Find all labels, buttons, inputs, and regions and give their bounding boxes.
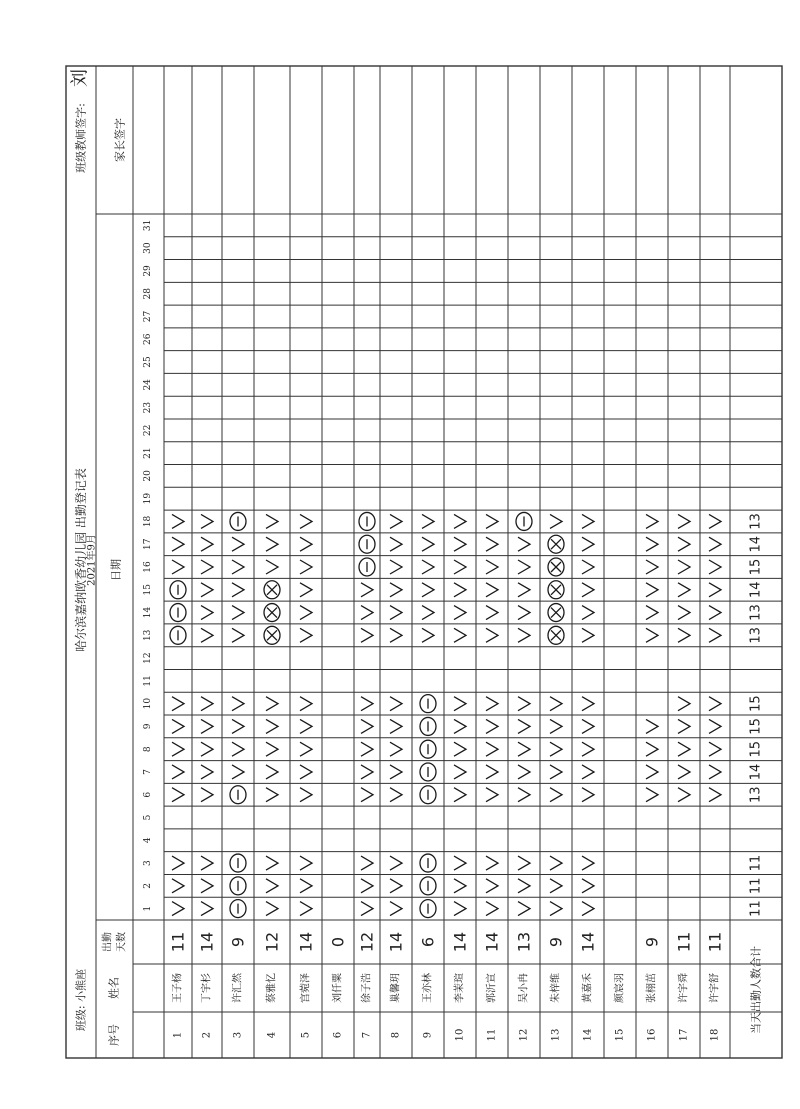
day-number-19: 19 <box>143 492 153 505</box>
daily-total: 14 <box>748 581 764 599</box>
day-number-20: 20 <box>143 470 153 482</box>
parent-sign-header: 家长签字 <box>113 118 127 162</box>
student-seq: 13 <box>550 1028 562 1042</box>
student-seq: 4 <box>266 1031 278 1039</box>
student-name: 郭沂宣 <box>486 973 498 1003</box>
student-seq: 5 <box>300 1031 312 1039</box>
student-name: 颜宸羽 <box>614 973 626 1003</box>
student-days-count: 11 <box>674 931 694 953</box>
student-days-count: 9 <box>642 936 662 948</box>
student-seq: 7 <box>361 1031 373 1039</box>
student-days-count: 12 <box>357 931 377 953</box>
student-days-count: 12 <box>262 931 282 953</box>
student-days-count: 6 <box>418 936 438 948</box>
daily-total: 14 <box>748 535 764 553</box>
daily-total: 14 <box>748 763 764 781</box>
daily-total: 15 <box>748 558 764 576</box>
student-seq: 12 <box>518 1028 530 1042</box>
teacher-sign-label: 班级教师签字: <box>74 103 88 173</box>
student-days-count: 0 <box>328 936 348 948</box>
student-seq: 17 <box>678 1028 690 1042</box>
student-days-count: 14 <box>578 931 598 953</box>
day-number-1: 1 <box>143 905 153 912</box>
student-name: 王亦林 <box>422 973 434 1003</box>
daily-total: 15 <box>748 695 764 712</box>
student-days-count: 13 <box>514 931 534 953</box>
student-seq: 6 <box>332 1031 344 1039</box>
day-number-30: 30 <box>143 242 153 254</box>
day-number-7: 7 <box>143 769 153 775</box>
day-number-23: 23 <box>143 401 153 414</box>
seq-header: 序号 <box>107 1024 121 1046</box>
student-name: 许宇舒 <box>709 973 721 1003</box>
student-seq: 10 <box>454 1028 466 1042</box>
student-seq: 14 <box>582 1028 594 1042</box>
student-days-count: 14 <box>450 931 470 953</box>
daily-total: 15 <box>748 740 764 758</box>
student-name: 许宇舜 <box>678 973 690 1003</box>
student-days-count: 11 <box>168 931 188 953</box>
student-days-count: 14 <box>296 931 316 953</box>
student-name: 李茉瑄 <box>454 973 466 1003</box>
student-seq: 3 <box>232 1031 244 1039</box>
day-number-26: 26 <box>143 333 153 345</box>
day-number-29: 29 <box>143 265 153 277</box>
day-number-15: 15 <box>143 584 153 596</box>
student-name: 王子杨 <box>172 973 184 1003</box>
student-name: 丁宇杉 <box>201 973 213 1003</box>
student-days-count: 11 <box>705 931 725 953</box>
student-name: 吴小冉 <box>518 973 530 1003</box>
student-seq: 18 <box>709 1028 721 1042</box>
day-number-21: 21 <box>143 447 153 459</box>
days-header-1: 出勤 <box>102 932 114 952</box>
student-seq: 9 <box>422 1031 434 1039</box>
student-seq: 2 <box>201 1031 213 1039</box>
sheet-title: 哈尔滨嘉纳欧香幼儿园 出勤登记表 <box>74 468 88 652</box>
day-number-6: 6 <box>143 791 153 798</box>
day-number-13: 13 <box>143 629 153 642</box>
total-header: 当天出勤人数合计 <box>749 946 763 1034</box>
student-days-count: 9 <box>228 936 248 948</box>
student-days-count: 14 <box>386 931 406 953</box>
date-header: 日期 <box>109 559 123 581</box>
student-name: 黄嘉禾 <box>582 973 594 1003</box>
days-header-2: 天数 <box>116 932 128 952</box>
daily-total: 13 <box>748 786 764 804</box>
day-number-5: 5 <box>143 814 153 821</box>
teacher-signature: 刘 <box>69 69 91 87</box>
day-number-3: 3 <box>143 860 153 866</box>
daily-total: 13 <box>748 604 764 621</box>
day-number-25: 25 <box>143 356 153 368</box>
day-number-11: 11 <box>143 675 153 687</box>
student-name: 朱梓维 <box>550 973 562 1003</box>
day-number-9: 9 <box>143 723 153 730</box>
daily-total: 15 <box>748 718 764 735</box>
student-seq: 15 <box>614 1028 626 1042</box>
student-days-count: 14 <box>197 931 217 953</box>
day-number-18: 18 <box>143 515 153 528</box>
student-name: 蔡雅忆 <box>266 973 278 1003</box>
student-days-count: 9 <box>546 936 566 948</box>
student-name: 许汇然 <box>232 973 244 1003</box>
daily-total: 11 <box>748 854 764 872</box>
student-seq: 1 <box>172 1031 184 1039</box>
class-label: 班级: 小熊座 <box>74 968 88 1032</box>
day-number-17: 17 <box>143 538 153 550</box>
student-seq: 11 <box>486 1028 498 1042</box>
day-number-12: 12 <box>143 652 153 664</box>
day-number-28: 28 <box>143 287 153 300</box>
student-name: 徐子浩 <box>361 973 373 1003</box>
day-number-22: 22 <box>143 424 153 437</box>
day-number-16: 16 <box>143 561 153 573</box>
student-seq: 8 <box>390 1031 402 1039</box>
day-number-31: 31 <box>143 219 153 232</box>
day-number-8: 8 <box>143 746 153 753</box>
day-number-14: 14 <box>143 606 153 619</box>
sheet-month: 2021年9月 <box>86 534 98 586</box>
daily-total: 11 <box>748 900 764 917</box>
day-number-4: 4 <box>143 837 153 844</box>
name-header: 姓名 <box>107 977 121 999</box>
student-name: 刘仟粟 <box>332 973 344 1003</box>
day-number-2: 2 <box>143 882 153 889</box>
day-number-24: 24 <box>143 379 153 391</box>
day-number-27: 27 <box>143 310 153 323</box>
student-name: 巢馨玥 <box>390 973 402 1003</box>
student-seq: 16 <box>646 1028 658 1042</box>
student-days-count: 14 <box>482 931 502 953</box>
daily-total: 13 <box>748 627 764 644</box>
daily-total: 13 <box>748 513 764 530</box>
daily-total: 11 <box>748 877 764 895</box>
student-name: 宫菀泽 <box>300 973 312 1003</box>
day-number-10: 10 <box>143 697 153 710</box>
student-name: 张栩茁 <box>646 973 658 1003</box>
